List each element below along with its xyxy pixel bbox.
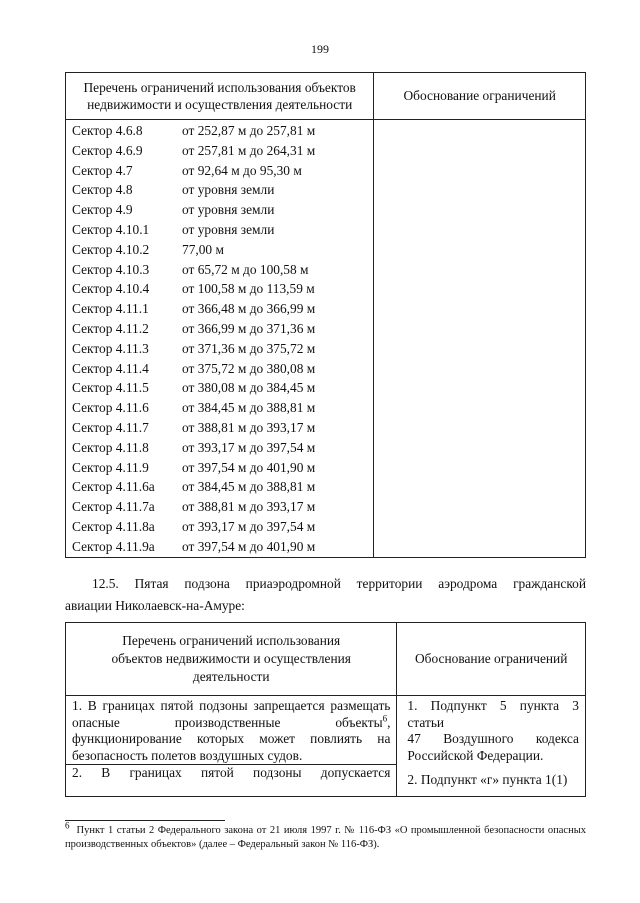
table-row [66,398,373,418]
sector-name: Сектор 4.6.9 [72,142,143,158]
table-row [66,378,373,398]
restriction-item-1 [72,698,390,764]
sector-name: Сектор 4.10.4 [72,281,150,297]
footnote-text: Пункт 1 статьи 2 Федерального закона от 21 июля 1997 г. № 116-ФЗ «О промышленной безопасности опасных производственных объектов» (далее – Федеральный закон № 116-ФЗ). [65,825,587,850]
sector-name: Сектор 4.8 [72,182,133,198]
sector-name: Сектор 4.11.3 [72,340,149,356]
basis-item-1-line-2: 47 Воздушного кодекса [407,731,579,746]
sector-name: Сектор 4.7 [72,162,133,178]
basis-text-cell [397,696,586,797]
table-row [66,141,373,161]
table-body-row [66,696,586,797]
basis-item-1-line-3: Российской Федерации. [407,747,544,763]
sector-name: Сектор 4.11.1 [72,301,149,317]
sector-height-range: от 375,72 м до 380,08 м [182,360,316,376]
footnote [65,820,587,852]
table-row [66,537,373,557]
sector-height-range: от 366,48 м до 366,99 м [182,301,316,317]
sector-name: Сектор 4.11.4 [72,360,149,376]
footnote-marker: 6 [65,820,70,831]
sector-height-range: от 393,17 м до 397,54 м [182,439,316,455]
table-row [66,418,373,438]
sector-height-range: от уровня земли [182,182,275,198]
table-row [66,359,373,379]
header-restrictions-basis: Обоснование ограничений [374,73,586,120]
paragraph-line-1: 12.5. Пятая подзона приаэродромной территории аэродрома гражданской [92,576,586,591]
table-row [66,339,373,359]
basis-item-2: 2. Подпункт «г» пункта 1(1) [407,772,568,787]
sector-height-range: от 366,99 м до 371,36 м [182,320,316,336]
sector-height-range: от 397,54 м до 401,90 м [182,459,316,475]
sector-name: Сектор 4.11.7 [72,419,149,435]
sector-height-range: от уровня земли [182,221,275,237]
sector-list-cell [66,120,374,558]
table-row [66,458,373,478]
basis-item-1-line-1: 1. Подпункт 5 пункта 3 статьи [407,698,579,730]
footnote-ref: 6 [382,713,388,724]
sector-height-range: от 384,45 м до 388,81 м [182,400,316,416]
restrictions-table-subzone-5 [65,622,586,797]
table-row [66,260,373,280]
restriction-item-1-text-cont: , функционирование которых может повлиять на безопасность полетов воздушных судов. [72,714,391,763]
header-restrictions-basis: Обоснование ограничений [397,623,586,696]
sector-name: Сектор 4.11.6а [72,479,155,495]
sector-name: Сектор 4.10.2 [72,241,150,257]
basis-cell-empty [374,120,586,558]
table-row [66,497,373,517]
table-row [66,200,373,220]
table-row [66,299,373,319]
header-restrictions-list: Перечень ограничений использования объектов недвижимости и осуществления деятельности [66,73,374,120]
table-row [66,180,373,200]
header-restrictions-list: Перечень ограничений использования объектов недвижимости и осуществления деятельности [66,623,397,696]
page-number: 199 [311,42,329,56]
sector-name: Сектор 4.11.2 [72,320,149,336]
sector-name: Сектор 4.11.8 [72,439,149,455]
restriction-item-2: 2. В границах пятой подзоны допускается [66,764,396,782]
sector-height-range: от 252,87 м до 257,81 м [182,123,316,138]
sector-name: Сектор 4.11.8а [72,518,155,534]
restrictions-table-sectors [65,72,586,558]
table-row [66,438,373,458]
sector-name: Сектор 4.11.5 [72,380,149,396]
restriction-item-1-text: 1. В границах пятой подзоны запрещается размещать опасные производственные объекты [72,698,391,730]
table-row [66,220,373,240]
sector-height-range: от 384,45 м до 388,81 м [182,479,316,495]
sector-name: Сектор 4.11.7а [72,499,155,515]
sector-height-range: от 380,08 м до 384,45 м [182,380,316,396]
table-row [66,240,373,260]
table-header-row [66,623,586,696]
sector-name: Сектор 4.11.9а [72,538,155,554]
sector-name: Сектор 4.9 [72,202,133,218]
table-row [66,279,373,299]
sector-name: Сектор 4.10.1 [72,221,150,237]
sector-height-range: от 257,81 м до 264,31 м [182,142,316,158]
sector-height-range: от уровня земли [182,202,275,218]
table-header-row [66,73,586,120]
sector-name: Сектор 4.10.3 [72,261,150,277]
sector-name: Сектор 4.11.9 [72,459,149,475]
table-body-row [66,120,586,558]
sector-list [66,120,373,557]
sector-height-range: от 397,54 м до 401,90 м [182,538,316,554]
restriction-text-cell [66,696,397,797]
sector-name: Сектор 4.6.8 [72,123,143,138]
sector-height-range: от 65,72 м до 100,58 м [182,261,309,277]
sector-height-range: от 92,64 м до 95,30 м [182,162,302,178]
sector-height-range: от 388,81 м до 393,17 м [182,419,316,435]
sector-height-range: 77,00 м [182,241,224,257]
sector-height-range: от 388,81 м до 393,17 м [182,499,316,515]
sector-height-range: от 100,58 м до 113,59 м [182,281,315,297]
table-row [66,161,373,181]
sector-height-range: от 393,17 м до 397,54 м [182,518,316,534]
table-row [66,319,373,339]
footnote-divider [65,820,225,821]
sector-name: Сектор 4.11.6 [72,400,149,416]
table-row [66,477,373,497]
table-row [66,121,373,141]
sector-height-range: от 371,36 м до 375,72 м [182,340,316,356]
table-row [66,517,373,537]
paragraph-12-5 [65,573,586,617]
paragraph-line-2: авиации Николаевск-на-Амуре: [65,598,245,613]
